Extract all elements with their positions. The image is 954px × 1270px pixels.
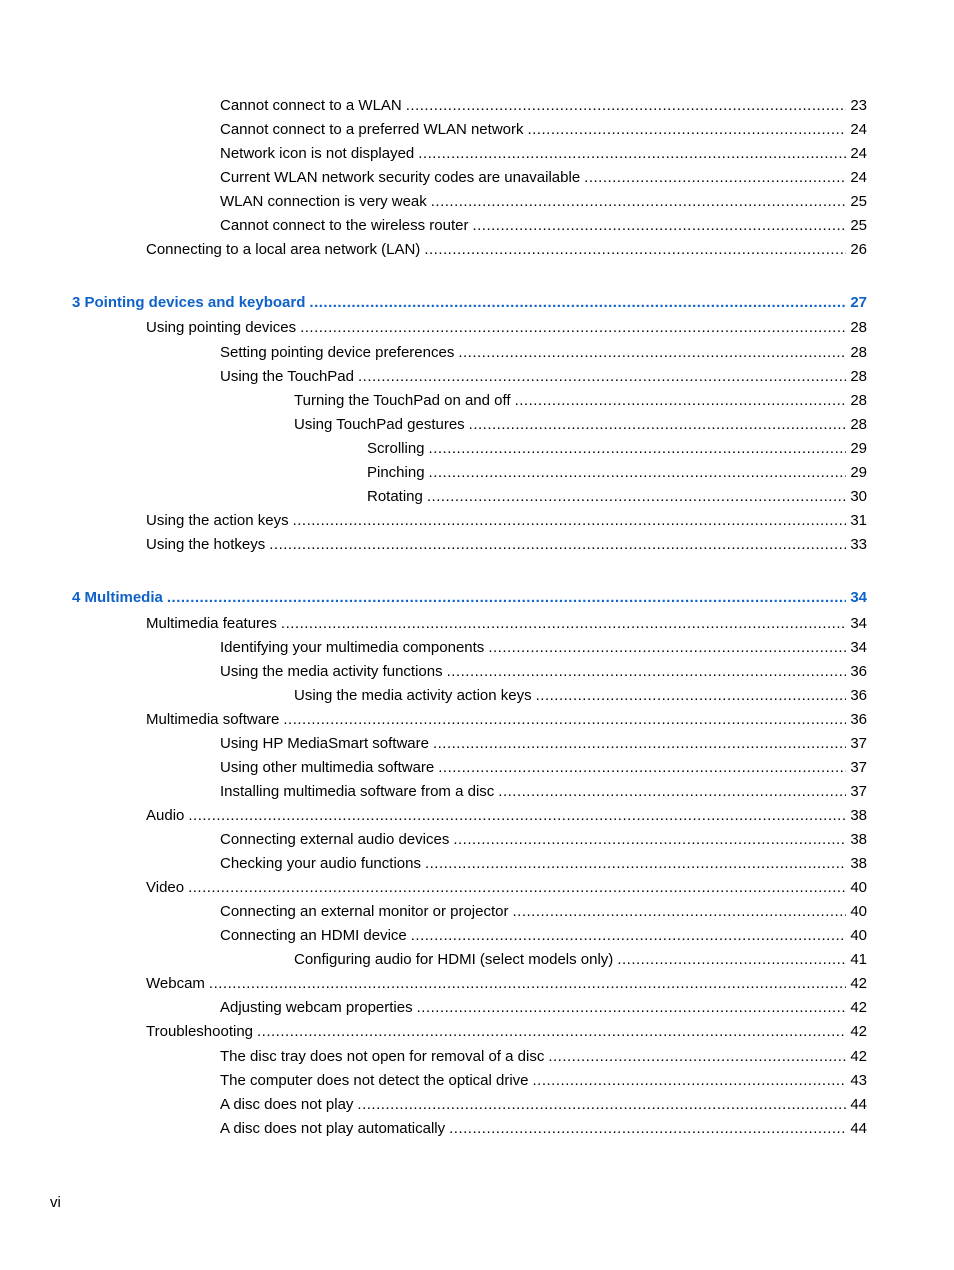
dot-leader [427, 486, 846, 508]
dot-leader [488, 637, 846, 659]
toc-entry-page: 37 [850, 783, 867, 800]
dot-leader [293, 510, 847, 532]
toc-entry-page: 38 [850, 831, 867, 848]
dot-leader [429, 438, 847, 460]
dot-leader [406, 95, 847, 117]
dot-leader [257, 1021, 846, 1043]
toc-entry-title: Using TouchPad gestures [294, 416, 465, 433]
toc-entry-page: 33 [850, 536, 867, 553]
toc-entry-title: Cannot connect to a WLAN [220, 97, 402, 114]
dot-leader [269, 534, 846, 556]
toc-entry-page: 38 [850, 855, 867, 872]
toc-entry-title: Checking your audio functions [220, 855, 421, 872]
dot-leader [453, 829, 846, 851]
dot-leader [431, 191, 847, 213]
toc-entry-page: 24 [850, 145, 867, 162]
toc-entry-title: Configuring audio for HDMI (select models only) [294, 951, 614, 968]
toc-entry[interactable] [146, 1021, 867, 1043]
toc-entry-title: Using the TouchPad [220, 368, 354, 385]
toc-entry[interactable] [220, 215, 867, 237]
toc-entry-page: 42 [850, 1048, 867, 1065]
toc-entry-title: Adjusting webcam properties [220, 999, 413, 1016]
toc-entry-title: Using pointing devices [146, 319, 297, 336]
dot-leader [533, 1070, 847, 1092]
toc-entry-page: 24 [850, 121, 867, 138]
toc-entry[interactable] [220, 366, 867, 388]
toc-entry-page: 42 [850, 1023, 867, 1040]
toc-entry-page: 28 [850, 416, 867, 433]
toc-entry-title: Pinching [367, 464, 425, 481]
toc-entry-page: 28 [850, 392, 867, 409]
toc-chapter-link[interactable] [72, 587, 867, 609]
toc-entry-title: Troubleshooting [146, 1023, 254, 1040]
toc-entry[interactable] [146, 239, 867, 261]
toc-entry-title: Video [146, 879, 185, 896]
toc-entry-title: Multimedia features [146, 615, 277, 632]
toc-entry-page: 44 [850, 1096, 867, 1113]
toc-entry-page: 29 [850, 440, 867, 457]
toc-entry-title: Network icon is not displayed [220, 145, 415, 162]
dot-leader [472, 215, 846, 237]
toc-entry-title: Installing multimedia software from a disc [220, 783, 495, 800]
toc-entry-page: 37 [850, 735, 867, 752]
toc-entry-title: Cannot connect to the wireless router [220, 217, 469, 234]
toc-entry[interactable] [220, 733, 867, 755]
toc-entry[interactable] [220, 757, 867, 779]
dot-leader [209, 973, 846, 995]
toc-entry[interactable] [220, 143, 867, 165]
toc-entry[interactable] [220, 1094, 867, 1116]
toc-entry[interactable] [220, 1046, 867, 1068]
toc-entry[interactable] [367, 462, 867, 484]
dot-leader [438, 757, 846, 779]
toc-entry[interactable] [146, 805, 867, 827]
toc-entry[interactable] [146, 534, 867, 556]
toc-entry-title: Connecting to a local area network (LAN) [146, 241, 421, 258]
toc-entry-page: 34 [850, 589, 867, 606]
toc-entry-page: 40 [850, 879, 867, 896]
toc-entry-title: Audio [146, 807, 185, 824]
dot-leader [357, 1094, 846, 1116]
toc-entry-page: 38 [850, 807, 867, 824]
toc-entry-title: Setting pointing device preferences [220, 344, 455, 361]
toc-entry-page: 25 [850, 217, 867, 234]
toc-entry[interactable] [367, 486, 867, 508]
toc-entry[interactable] [220, 853, 867, 875]
dot-leader [584, 167, 846, 189]
toc-entry[interactable] [367, 438, 867, 460]
dot-leader [469, 414, 847, 436]
dot-leader [429, 462, 847, 484]
dot-leader [458, 342, 846, 364]
toc-entry-title: Using the hotkeys [146, 536, 266, 553]
toc-entry-title: Current WLAN network security codes are unavailable [220, 169, 581, 186]
toc-entry-title: Turning the TouchPad on and off [294, 392, 511, 409]
toc-entry-page: 43 [850, 1072, 867, 1089]
toc-entry[interactable] [220, 1118, 867, 1140]
dot-leader [498, 781, 846, 803]
toc-entry[interactable] [220, 1070, 867, 1092]
dot-leader [418, 143, 846, 165]
page-number: vi [50, 1194, 61, 1211]
toc-entry-title: Connecting an external monitor or projector [220, 903, 509, 920]
toc-entry[interactable] [294, 685, 867, 707]
toc-entry-title: The computer does not detect the optical drive [220, 1072, 529, 1089]
toc-entry-page: 31 [850, 512, 867, 529]
toc-entry-title: Using the action keys [146, 512, 289, 529]
toc-entry-title: Using the media activity action keys [294, 687, 532, 704]
toc-entry-title: Scrolling [367, 440, 425, 457]
toc-entry[interactable] [220, 901, 867, 923]
toc-entry-page: 25 [850, 193, 867, 210]
toc-entry-title: 3 Pointing devices and keyboard [72, 294, 306, 311]
dot-leader [536, 685, 847, 707]
toc-entry[interactable] [146, 613, 867, 635]
dot-leader [167, 587, 846, 609]
toc-entry-page: 36 [850, 663, 867, 680]
toc-entry-page: 23 [850, 97, 867, 114]
toc-entry-title: Webcam [146, 975, 205, 992]
dot-leader [515, 390, 847, 412]
toc-entry[interactable] [146, 709, 867, 731]
toc-entry-page: 28 [850, 344, 867, 361]
toc-entry[interactable] [146, 973, 867, 995]
toc-entry-title: 4 Multimedia [72, 589, 163, 606]
toc-entry[interactable] [220, 167, 867, 189]
toc-entry[interactable] [220, 342, 867, 364]
toc-entry-page: 40 [850, 903, 867, 920]
dot-leader [188, 805, 846, 827]
toc-entry-title: WLAN connection is very weak [220, 193, 427, 210]
dot-leader [281, 613, 846, 635]
dot-leader [424, 239, 846, 261]
toc-entry-page: 34 [850, 615, 867, 632]
toc-entry-title: A disc does not play [220, 1096, 354, 1113]
toc-entry-page: 40 [850, 927, 867, 944]
toc-entry-page: 27 [850, 294, 867, 311]
toc-entry[interactable] [294, 414, 867, 436]
toc-entry-title: Identifying your multimedia components [220, 639, 485, 656]
toc-entry[interactable] [220, 95, 867, 117]
dot-leader [548, 1046, 846, 1068]
toc-entry-page: 26 [850, 241, 867, 258]
dot-leader [513, 901, 847, 923]
dot-leader [417, 997, 847, 1019]
toc-entry-title: Using other multimedia software [220, 759, 435, 776]
toc-entry[interactable] [146, 877, 867, 899]
dot-leader [528, 119, 847, 141]
toc-entry-title: Using the media activity functions [220, 663, 443, 680]
toc-entry-page: 42 [850, 999, 867, 1016]
toc-entry-page: 30 [850, 488, 867, 505]
toc-entry[interactable] [220, 997, 867, 1019]
dot-leader [449, 1118, 846, 1140]
dot-leader [425, 853, 846, 875]
toc-entry-page: 37 [850, 759, 867, 776]
toc-entry[interactable] [220, 925, 867, 947]
toc-entry[interactable] [220, 781, 867, 803]
toc-entry-title: Rotating [367, 488, 423, 505]
toc-entry[interactable] [146, 510, 867, 532]
toc-entry-page: 36 [850, 687, 867, 704]
toc-entry-title: Multimedia software [146, 711, 280, 728]
dot-leader [411, 925, 847, 947]
toc-entry-title: The disc tray does not open for removal of a disc [220, 1048, 545, 1065]
toc-entry-page: 28 [850, 368, 867, 385]
dot-leader [309, 292, 846, 314]
dot-leader [188, 877, 846, 899]
dot-leader [283, 709, 846, 731]
toc-entry-page: 24 [850, 169, 867, 186]
dot-leader [617, 949, 846, 971]
toc-entry[interactable] [220, 119, 867, 141]
toc-entry[interactable] [220, 829, 867, 851]
toc-entry-page: 42 [850, 975, 867, 992]
toc-chapter-link[interactable] [72, 292, 867, 314]
toc-entry-title: Connecting an HDMI device [220, 927, 407, 944]
toc-entry-title: Connecting external audio devices [220, 831, 450, 848]
toc-entry-title: A disc does not play automatically [220, 1120, 446, 1137]
dot-leader [433, 733, 846, 755]
toc-entry-page: 29 [850, 464, 867, 481]
dot-leader [300, 317, 846, 339]
toc-entry-page: 28 [850, 319, 867, 336]
toc-entry-page: 41 [850, 951, 867, 968]
toc-entry[interactable] [146, 317, 867, 339]
dot-leader [358, 366, 846, 388]
toc-entry[interactable] [220, 637, 867, 659]
toc-entry-page: 34 [850, 639, 867, 656]
toc-entry[interactable] [220, 661, 867, 683]
dot-leader [447, 661, 847, 683]
toc-entry[interactable] [294, 949, 867, 971]
toc-entry-page: 36 [850, 711, 867, 728]
toc-entry-title: Using HP MediaSmart software [220, 735, 429, 752]
toc-entry[interactable] [220, 191, 867, 213]
toc-entry-title: Cannot connect to a preferred WLAN network [220, 121, 524, 138]
toc-entry-page: 44 [850, 1120, 867, 1137]
toc-entry[interactable] [294, 390, 867, 412]
